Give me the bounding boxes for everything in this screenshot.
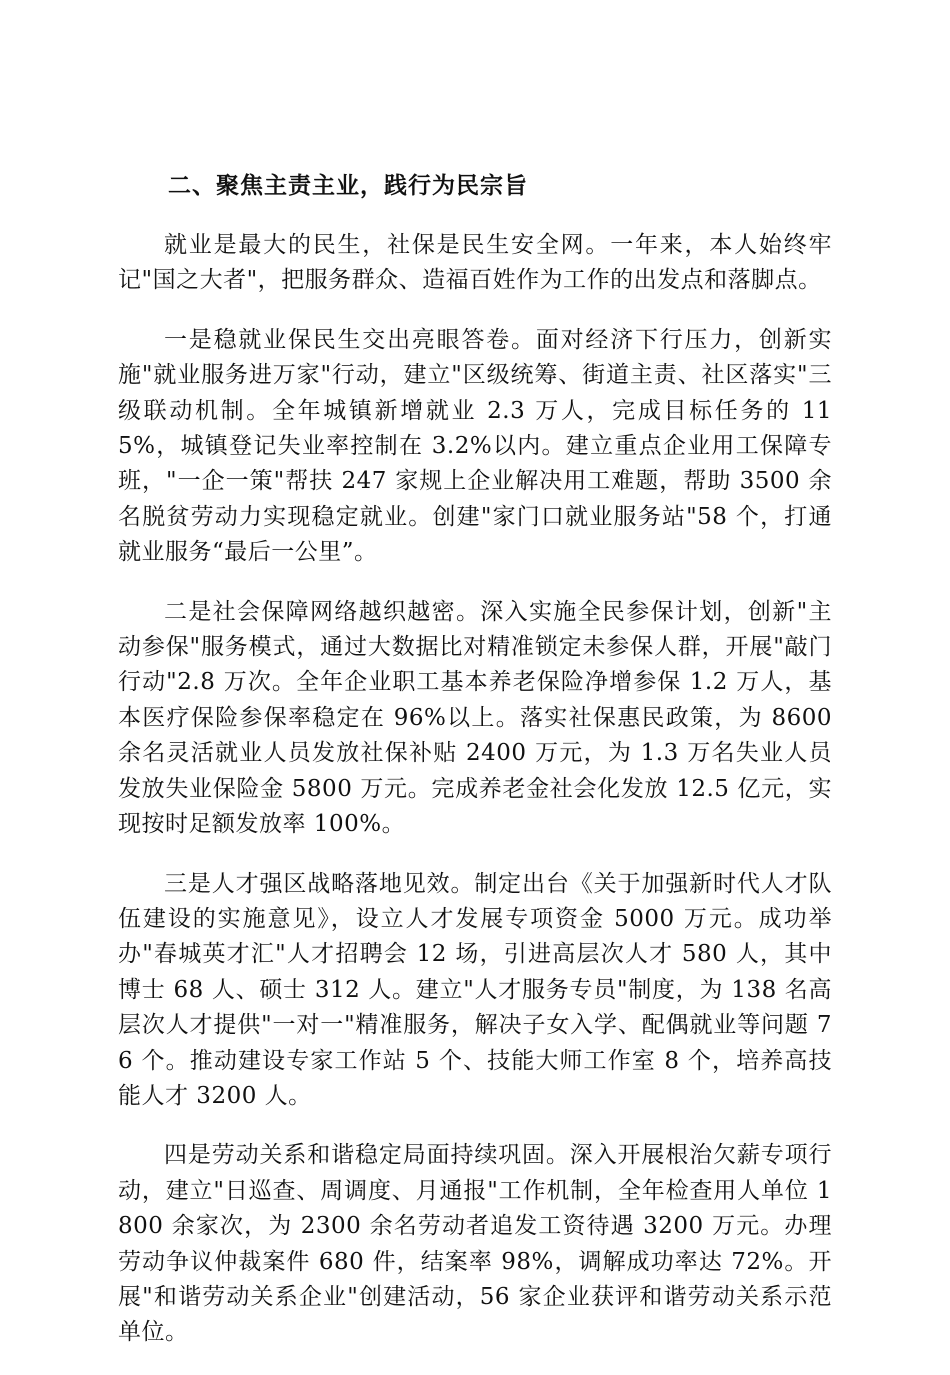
paragraph-labor-relations: 四是劳动关系和谐稳定局面持续巩固。深入开展根治欠薪专项行动，建立"日巡查、周调度、月通报"工作机制，全年检查用人单位 1800 余家次，为 2300 余名劳动者追发工资待遇 3200 万元。办理劳动争议仲裁案件 680 件，结案率 98%，调解成功率达 72%。开展"和谐劳动关系企业"创建活动，56 家企业获评和谐劳动关系示范单位。	[118, 1142, 832, 1346]
paragraph-employment: 一是稳就业保民生交出亮眼答卷。面对经济下行压力，创新实施"就业服务进万家"行动，建立"区级统筹、街道主责、社区落实"三级联动机制。全年城镇新增就业 2.3 万人，完成目标任务的 115%，城镇登记失业率控制在 3.2%以内。建立重点企业用工保障专班，"一企一策"帮扶 247 家规上企业解决用工难题，帮助 3500 余名脱贫劳动力实现稳定就业。创建"家门口就业服务站"58 个，打通就业服务“最后一公里”。	[118, 326, 832, 566]
section-heading: 二、聚焦主责主业，践行为民宗旨	[168, 172, 528, 199]
paragraph-intro: 就业是最大的民生，社保是民生安全网。一年来，本人始终牢记"国之大者"，把服务群众、造福百姓作为工作的出发点和落脚点。	[118, 232, 832, 294]
document-body	[118, 168, 832, 1375]
paragraph-talent: 三是人才强区战略落地见效。制定出台《关于加强新时代人才队伍建设的实施意见》，设立人才发展专项资金 5000 万元。成功举办"春城英才汇"人才招聘会 12 场，引进高层次人才 580 人，其中博士 68 人、硕士 312 人。建立"人才服务专员"制度，为 138 名高层次人才提供"一对一"精准服务，解决子女入学、配偶就业等问题 76 个。推动建设专家工作站 5 个、技能大师工作室 8 个，培养高技能人才 3200 人。	[118, 870, 832, 1109]
paragraph-social-security: 二是社会保障网络越织越密。深入实施全民参保计划，创新"主动参保"服务模式，通过大数据比对精准锁定未参保人群，开展"敲门行动"2.8 万次。全年企业职工基本养老保险净增参保 1.2 万人，基本医疗保险参保率稳定在 96%以上。落实社保惠民政策，为 8600 余名灵活就业人员发放社保补贴 2400 万元，为 1.3 万名失业人员发放失业保险金 5800 万元。完成养老金社会化发放 12.5 亿元，实现按时足额发放率 100%。	[118, 598, 832, 838]
